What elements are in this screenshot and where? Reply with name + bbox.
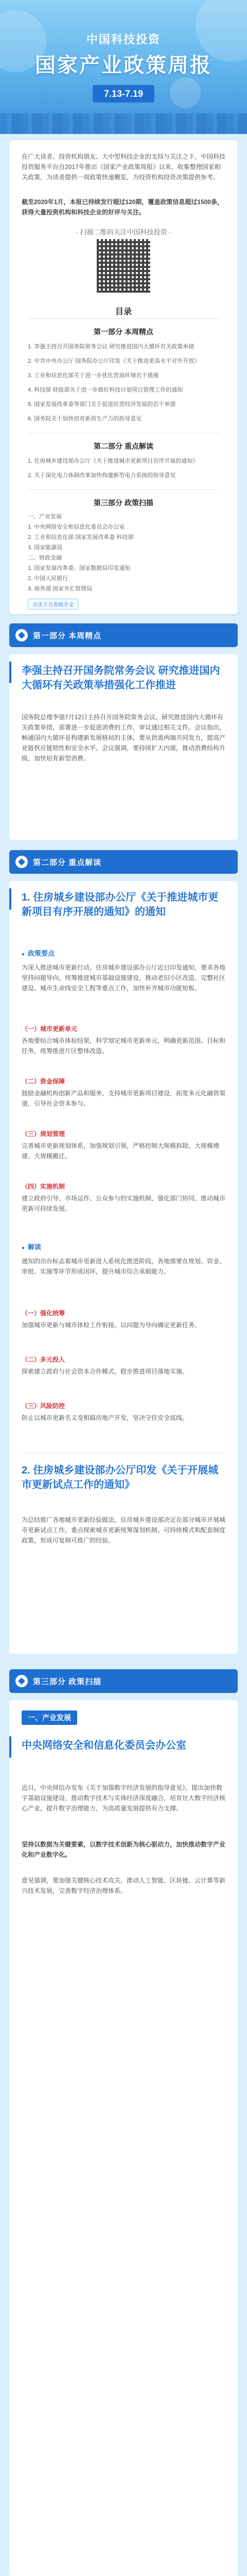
divider — [28, 489, 219, 490]
article-body: 为深入推进城市更新行动，住房城乡建设部办公厅近日印发通知，要求各地坚持问题导向，统筹推进城市基础设施建设，推动老旧小区改造、完整社区建设、城市生命线安全工程等重点工作，加快补齐城市功能短板。 — [22, 964, 226, 992]
article-body: 意见强调，要加强关键核心技术攻关，推动人工智能、区块链、云计算等新兴技术发展，完善数字经济治理体系。 — [22, 1877, 226, 1894]
article-body: 为总结推广各地城市更新经验做法，住房城乡建设部决定在部分城市开展城市更新试点工作，重点探索城市更新统筹谋划机制、可持续模式和配套制度政策，形成可复制可推广的经验。 — [22, 1516, 226, 1544]
page-title: 国家产业政策周报 — [35, 54, 212, 77]
section-icon — [15, 1675, 28, 1687]
toc-section-3[interactable]: 第三部分 政策扫描 — [94, 499, 153, 507]
point-title: （二）资金保障 — [22, 1078, 65, 1085]
date-range-badge: 7.13-7.19 — [93, 85, 154, 103]
toc-title: 目录 — [115, 308, 132, 316]
point-title: （一）强化统筹 — [22, 1310, 65, 1317]
qr-label: · 扫描二维码关注中国科技投资 · — [76, 228, 171, 236]
subheading: ● 政策要点 — [22, 948, 55, 958]
toc-item[interactable]: 二、财政金融 — [28, 555, 62, 561]
article-headline[interactable]: 中央网络安全和信息化委员会办公室 — [22, 1740, 186, 1751]
point-body: 加强城市更新与城市体检工作衔接，以问题为导向确定更新任务。 — [22, 1321, 201, 1329]
section-banner-2 — [9, 850, 238, 874]
toc-item[interactable]: 1. 中央网络安全和信息化委员会办公室 — [28, 524, 125, 530]
point-title: （三）规划管理 — [22, 1130, 65, 1138]
toc-item[interactable]: 2. 关于深化电力体制改革加快构建新型电力系统的指导意见 — [28, 472, 176, 479]
point-body: 鼓励金融机构创新产品和服务，支持城市更新项目建设，拓宽多元化融资渠道，引导社会资本参与。 — [22, 1090, 226, 1107]
accent-bar — [9, 1736, 11, 1758]
point-body: 防止以城市更新名义变相搞房地产开发，坚决守住安全底线。 — [22, 1414, 189, 1421]
toc-section-1[interactable]: 第一部分 本周精点 — [94, 328, 153, 336]
toc-item[interactable]: 3. 商务部 国家外汇管理局 — [28, 586, 93, 592]
toc-item[interactable]: 2. 中国人民银行 — [28, 575, 68, 582]
toc-item[interactable]: 1. 国家发展改革委、国家数据局印发通知 — [28, 565, 131, 571]
article-card — [9, 1700, 238, 2576]
decor-bubble — [170, 77, 201, 108]
article-headline[interactable] — [22, 890, 225, 919]
article-headline[interactable]: 李强主持召开国务院常务会议 研究推进国内大循环有关政策举措强化工作推进 — [22, 665, 220, 691]
point-body: 建立政府引导、市场运作、公众参与的实施机制，强化部门协同，推动城市更新可持续发展。 — [22, 1195, 226, 1212]
section-banner-1 — [9, 623, 238, 647]
category-tag: 一、产业发展 — [22, 1710, 77, 1725]
toc-item[interactable]: 1. 李强主持召开国务院常务会议 研究推进国内大循环有关政策举措 — [28, 344, 195, 350]
section-icon — [15, 629, 28, 641]
brand-name: 中国科技投资 — [86, 33, 161, 46]
headline-number: 1. — [22, 892, 30, 903]
section-banner-3 — [9, 1669, 238, 1693]
intro-card — [9, 140, 238, 614]
article-headline[interactable] — [22, 1463, 225, 1492]
point-title: （三）风险防控 — [22, 1402, 65, 1410]
accent-bar — [9, 888, 11, 910]
divider — [28, 318, 219, 319]
accent-bar — [9, 662, 11, 683]
headline-text: 住房城乡建设部办公厅印发《关于开展城市更新试点工作的通知》 — [22, 1465, 219, 1490]
toc-item[interactable]: 3. 工业和信息化部关于进一步优化营商环境若干措施 — [28, 372, 159, 379]
subheading: ● 解读 — [22, 1242, 41, 1251]
section-icon — [15, 856, 28, 868]
toc-item[interactable]: 6. 国务院关于加快培育新质生产力的指导意见 — [28, 416, 142, 422]
section-title: 第一部分 本周精点 — [33, 632, 102, 640]
article-body: 近日，中央网信办发布《关于加强数字经济发展的指导意见》，提出加快数字基础设施建设，推动数字技术与实体经济深度融合，培育壮大数字经济核心产业，提升数字治理能力，为高质量发展提供有力支撑。 — [22, 1784, 226, 1812]
point-body: 完善城市更新规划体系，加强规划引领，严格控制大规模拆除、大规模增建、大规模搬迁。 — [22, 1142, 220, 1160]
headline-text: 住房城乡建设部办公厅《关于推进城市更新项目有序开展的通知》的通知 — [22, 892, 219, 918]
point-body: 各地要结合城市体检结果，科学划定城市更新单元，明确更新范围、目标和任务，统筹推进片区整体改造。 — [22, 1037, 226, 1055]
header-banner — [0, 0, 247, 134]
toc-section-2[interactable]: 第二部分 重点解读 — [94, 442, 153, 450]
section-title: 第三部分 政策扫描 — [33, 1677, 102, 1686]
headline-number: 2. — [22, 1465, 30, 1476]
point-body: 探索建立政府与社会资本合作模式，稳步推进项目落地实施。 — [22, 1368, 189, 1375]
toc-item[interactable]: 5. 国家发展改革委等部门关于促进民营经济发展的若干举措 — [28, 401, 176, 408]
article-card — [9, 881, 238, 1654]
intro-paragraph: 在广大读者、投资机构朋友、大中型科技企业的支持与关注之下，中国科技投资服务平台自2017年推出《国家产业政策周报》以来，收集整理国家相关政策，为读者提供一周政策快速概览，为投资机构投资决策提供参考。 — [22, 153, 226, 181]
toc-item[interactable]: 2. 中共中央办公厅 国务院办公厅印发《关于推进更高水平对外开放》 — [28, 358, 200, 364]
qr-code[interactable] — [97, 239, 150, 293]
point-title: （二）多元投入 — [22, 1356, 65, 1363]
section-title: 第二部分 重点解读 — [33, 858, 102, 867]
toc-item[interactable]: 一、产业发展 — [28, 514, 62, 520]
article-highlight: 坚持以数据为关键要素，以数字技术创新为核心驱动力，加快推动数字产业化和产业数字化。 — [22, 1841, 226, 1858]
intro-highlight: 截至2020年1月，本报已持续发行超过120期，覆盖政策信息超过1500条，获得大量投资机构和科技企业的好评与关注。 — [22, 198, 224, 216]
toc-item[interactable]: 1. 住房城乡建设部办公厅《关于推进城市更新项目有序开展的通知》 — [28, 458, 199, 464]
toc-item[interactable]: 2. 工业和信息化部 国家发展改革委 科技部 — [28, 534, 134, 540]
read-more-link[interactable]: 点击下方查阅全文 — [28, 599, 78, 609]
city-skyline — [0, 113, 247, 134]
point-title: （一）城市更新单元 — [22, 1025, 78, 1032]
article-body: 通知的出台标志着城市更新进入系统化推进阶段，各地需要在规划、资金、审批、实施等环节形成闭环，提升城市综合承载能力。 — [22, 1258, 226, 1275]
article-card — [9, 654, 238, 840]
point-title: （四）实施机制 — [22, 1183, 65, 1190]
article-body: 国务院总理李强7月12日主持召开国务院常务会议，研究推进国内大循环有关政策举措，部署进一步促进消费的工作，审议通过相关文件。会议指出，畅通国内大循环是构建新发展格局的主体，要从供需两端共同发力，提高产业链供应链韧性和安全水平。会议强调，要持续扩大内需，推动消费结构升级，加快培育新型消费。 — [22, 714, 226, 762]
toc-item[interactable]: 3. 国家能源局 — [28, 545, 63, 551]
toc-item[interactable]: 4. 科技部 财政部关于进一步做好科技计划项目管理工作的通知 — [28, 387, 183, 393]
